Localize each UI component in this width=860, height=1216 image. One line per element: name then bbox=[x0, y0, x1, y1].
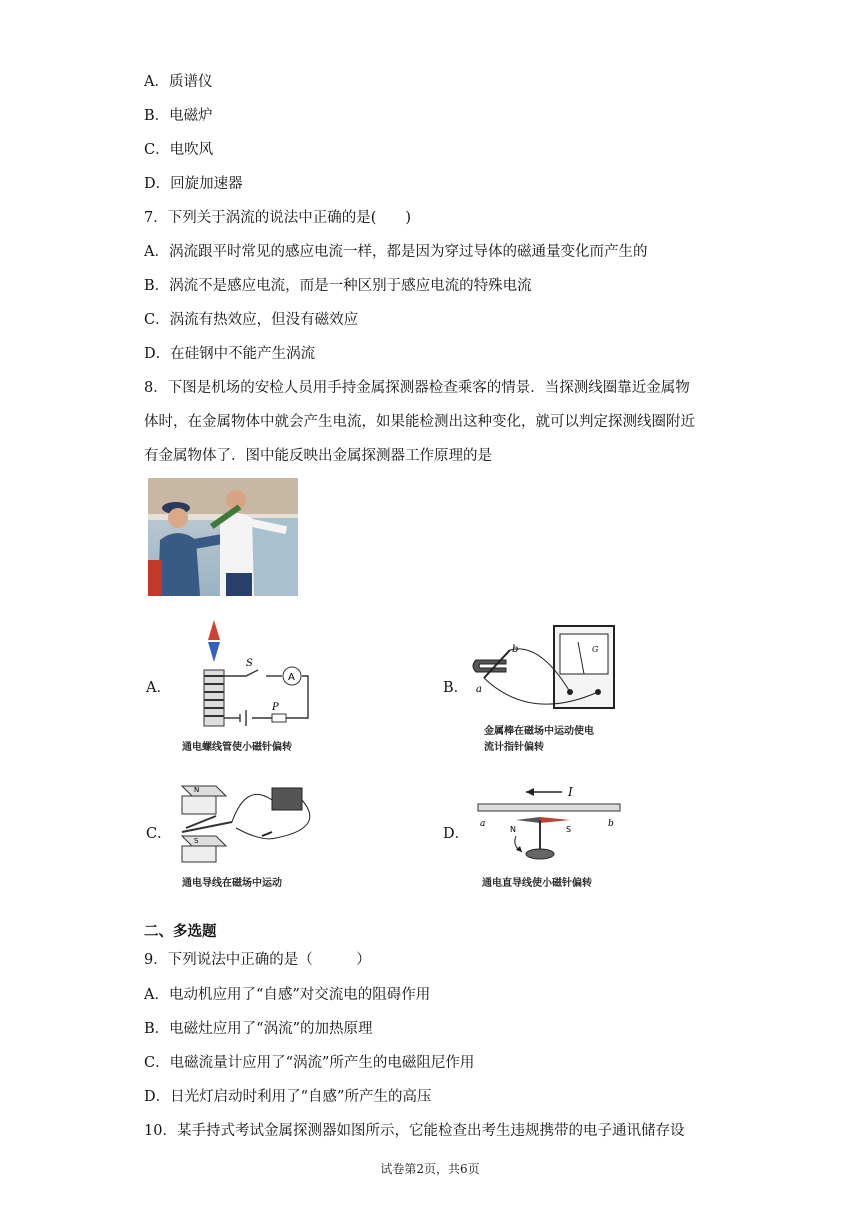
rod-end-b: b bbox=[512, 644, 519, 655]
rheostat-label: P bbox=[272, 702, 279, 713]
q9-stem: 9．下列说法中正确的是（ ） bbox=[144, 952, 371, 968]
option-b-caption-line2: 流计指针偏转 bbox=[484, 742, 544, 753]
magnet-s-label: S bbox=[194, 837, 199, 845]
option-a-label: A． bbox=[146, 680, 171, 696]
rod-end-a: a bbox=[476, 684, 482, 695]
option-d-caption: 通电直导线使小磁针偏转 bbox=[482, 878, 592, 889]
q6-option-b: B．电磁炉 bbox=[144, 108, 213, 124]
q7-stem: 7．下列关于涡流的说法中正确的是( ) bbox=[144, 210, 412, 226]
page-footer: 试卷第2页，共6页 bbox=[380, 1162, 480, 1176]
option-a-caption: 通电螺线管使小磁针偏转 bbox=[182, 742, 292, 753]
q9-option-c: C．电磁流量计应用了“涡流”所产生的电磁阻尼作用 bbox=[144, 1055, 475, 1071]
switch-label: S bbox=[246, 658, 253, 669]
q7-option-d: D．在硅钢中不能产生涡流 bbox=[144, 346, 316, 362]
wire-end-a: a bbox=[480, 819, 486, 829]
security-check-photo bbox=[148, 478, 298, 596]
q8-stem-line1: 8．下图是机场的安检人员用手持金属探测器检查乘客的情景．当探测线圈靠近金属物 bbox=[144, 380, 690, 396]
ammeter-label: A bbox=[288, 672, 295, 683]
option-c-caption: 通电导线在磁场中运动 bbox=[182, 878, 282, 889]
q6-option-a: A．质谱仪 bbox=[144, 74, 213, 90]
section-heading: 二、多选题 bbox=[144, 923, 217, 940]
galvanometer-diagram bbox=[470, 622, 620, 722]
solenoid-diagram bbox=[176, 618, 316, 748]
current-label: I bbox=[568, 785, 573, 799]
option-b-caption-line1: 金属棒在磁场中运动使电 bbox=[484, 726, 594, 737]
q7-option-c: C．涡流有热效应，但没有磁效应 bbox=[144, 312, 359, 328]
wire-end-b: b bbox=[608, 819, 614, 829]
option-c-label: C． bbox=[146, 826, 172, 842]
straight-wire-diagram bbox=[476, 780, 626, 870]
q8-stem-line3: 有金属物体了．图中能反映出金属探测器工作原理的是 bbox=[144, 448, 492, 464]
needle-s-label: S bbox=[566, 825, 572, 834]
option-b-label: B． bbox=[443, 680, 469, 696]
q8-stem-line2: 体时，在金属物体中就会产生电流，如果能检测出这种变化，就可以判定探测线圈附近 bbox=[144, 414, 695, 430]
q6-option-d: D．回旋加速器 bbox=[144, 176, 243, 192]
q7-option-a: A．涡流跟平时常见的感应电流一样，都是因为穿过导体的磁通量变化而产生的 bbox=[144, 244, 648, 260]
galvanometer-g: G bbox=[592, 645, 599, 654]
q10-stem: 10．某手持式考试金属探测器如图所示，它能检查出考生违规携带的电子通讯储存设 bbox=[144, 1123, 685, 1139]
q9-option-d: D．日光灯启动时利用了“自感”所产生的高压 bbox=[144, 1089, 432, 1105]
q9-option-a: A．电动机应用了“自感”对交流电的阻碍作用 bbox=[144, 987, 431, 1003]
q6-option-c: C．电吹风 bbox=[144, 142, 214, 158]
q7-option-b: B．涡流不是感应电流，而是一种区别于感应电流的特殊电流 bbox=[144, 278, 532, 294]
needle-n-label: N bbox=[510, 825, 516, 834]
magnet-n-label: N bbox=[194, 786, 200, 794]
conductor-in-field-diagram bbox=[176, 778, 326, 866]
q9-option-b: B．电磁灶应用了“涡流”的加热原理 bbox=[144, 1021, 373, 1037]
option-d-label: D． bbox=[443, 826, 470, 842]
